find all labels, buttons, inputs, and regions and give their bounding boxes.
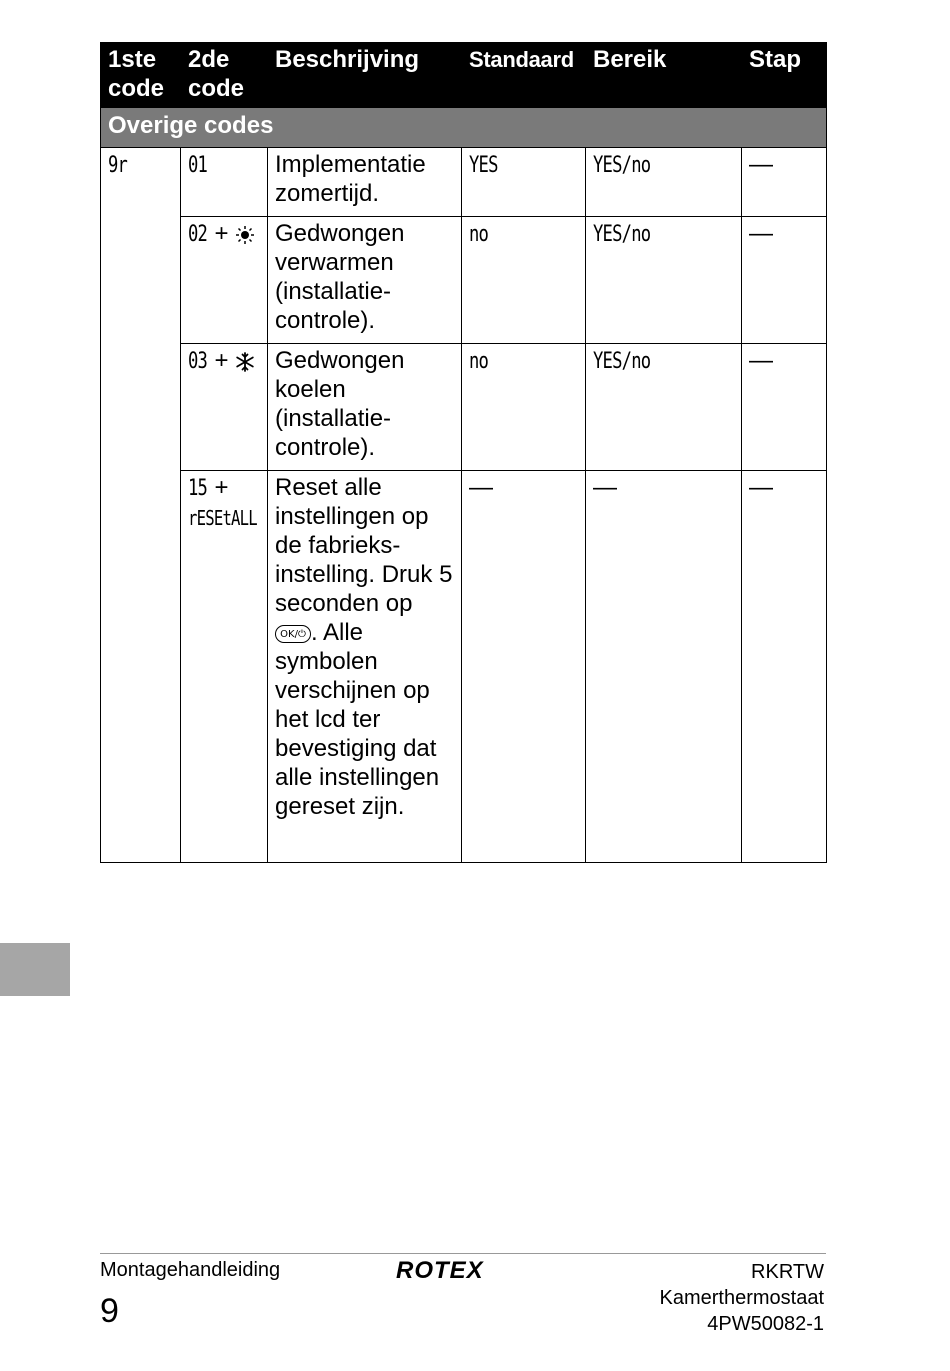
header-range: Bereik [586,43,742,108]
standard-value: no [469,349,489,374]
reset-description-part1: Reset alle instellingen op de fabrieks-instelling. Druk 5 seconden op [275,474,453,617]
step-cell [742,148,827,217]
table-row [101,344,827,471]
header-step: Stap [742,43,827,108]
range-value: YES/no [593,222,651,247]
step-value: — [749,347,773,374]
section-title: Overige codes [101,108,827,148]
standard-value: no [469,222,489,247]
standard-cell [462,344,586,471]
table-row [101,148,827,217]
header-first-code: 1ste code [101,43,181,108]
step-value: — [749,220,773,247]
second-code-cell [181,344,268,471]
range-value: YES/no [593,349,651,374]
range-cell [586,344,742,471]
first-code-cell [101,148,181,863]
step-value: — [749,151,773,178]
page-number: 9 [100,1292,119,1330]
second-code-cell [181,148,268,217]
plus-sign: + [214,347,229,374]
first-code: 9r [108,153,128,178]
second-code-cell [181,217,268,344]
footer-document-code: 4PW50082-1 [707,1313,824,1335]
description-cell [268,471,462,863]
range-cell [586,148,742,217]
section-row [101,108,827,148]
table-row [101,471,827,863]
step-cell [742,471,827,863]
snowflake-icon [235,352,255,372]
range-cell [586,217,742,344]
codes-table [100,42,827,863]
second-code-cell [181,471,268,863]
standard-cell [462,148,586,217]
reset-all-code: rESEtALL [188,506,257,530]
table-row [101,217,827,344]
step-cell [742,217,827,344]
description-cell: Gedwongen koelen (installatie-controle). [268,344,462,471]
plus-sign: + [214,474,229,501]
second-code: 15 [188,476,208,501]
standard-value: YES [469,153,498,178]
standard-cell [462,217,586,344]
standard-value: — [469,474,493,501]
standard-cell [462,471,586,863]
footer-manual-title: Montagehandleiding [100,1259,281,1281]
description-cell: Implementatie zomertijd. [268,148,462,217]
footer-product-name: Kamerthermostaat [659,1287,824,1309]
range-value: — [593,474,617,501]
footer-model: RKRTW [751,1261,824,1283]
chapter-tab [0,943,70,996]
table-header-row [101,43,827,108]
sun-icon [235,225,255,245]
rotex-logo: ROTEX [396,1257,484,1284]
description-cell: Gedwongen verwarmen (installatie-controle). [268,217,462,344]
header-description: Beschrijving [268,43,462,108]
second-code: 02 [188,222,208,247]
plus-sign: + [214,220,229,247]
range-value: YES/no [593,153,651,178]
ok-power-button-icon: OK/⏻ [275,625,311,643]
header-standard: Standaard [462,43,586,108]
step-cell [742,344,827,471]
step-value: — [749,474,773,501]
footer-divider [100,1253,826,1254]
footer-product-info [659,1259,824,1337]
range-cell [586,471,742,863]
reset-description-part2: . Alle symbolen verschijnen op het lcd ter bevestiging dat alle instellingen gereset zijn. [275,619,440,820]
second-code: 01 [188,153,208,178]
second-code: 03 [188,349,208,374]
header-second-code: 2de code [181,43,268,108]
